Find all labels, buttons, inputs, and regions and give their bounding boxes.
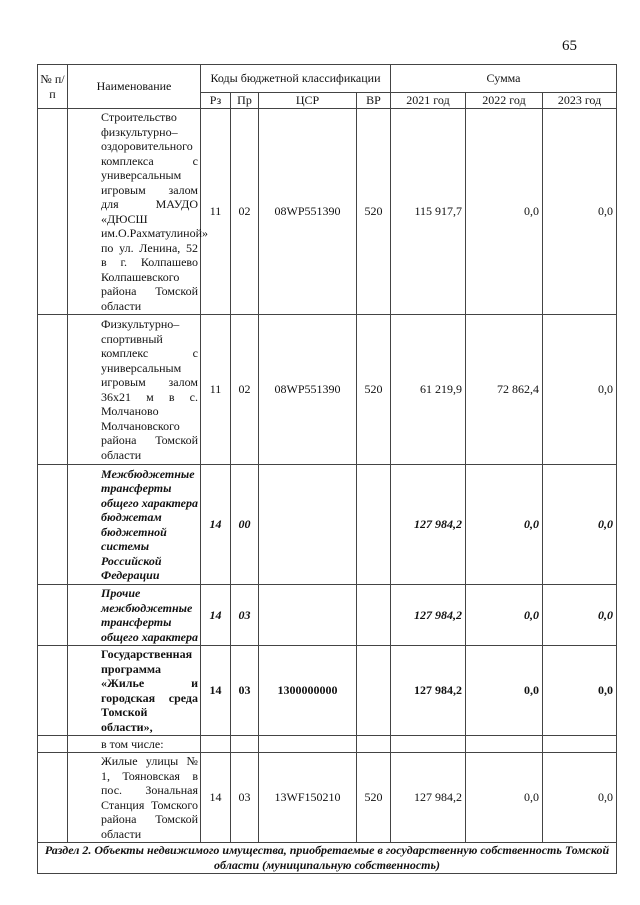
row-vr [357,585,391,646]
table-row [38,646,617,736]
row-csr: 1300000000 [259,646,357,736]
row-rz: 11 [201,315,231,465]
row-sum-2021: 115 917,7 [391,109,466,315]
row-name: Жилые улицы № 1, Тояновская в пос. Зональная Станция Томского района Томской области [68,753,201,843]
row-rz: 11 [201,109,231,315]
row-rz: 14 [201,465,231,585]
row-vr [357,646,391,736]
section-row [38,843,617,874]
row-pr: 00 [231,465,259,585]
header-vr: ВР [357,93,391,109]
row-vr: 520 [357,753,391,843]
row-rz: 14 [201,585,231,646]
header-sum: Сумма [391,65,617,93]
row-pr: 03 [231,585,259,646]
header-2023: 2023 год [543,93,617,109]
row-sum-2022: 0,0 [466,646,543,736]
header-rz: Рз [201,93,231,109]
row-sum-2022: 0,0 [466,109,543,315]
header-name: Наименование [68,65,201,109]
header-2022: 2022 год [466,93,543,109]
row-sum-2022: 0,0 [466,753,543,843]
row-sum-2022: 0,0 [466,465,543,585]
row-vr: 520 [357,315,391,465]
row-name: Физкультурно–спортивный комплекс с универсальным игровым залом 36х21 м в с. Молчаново Молчановского района Томской области [68,315,201,465]
table-row [38,585,617,646]
header-2021: 2021 год [391,93,466,109]
row-sum-2022: 72 862,4 [466,315,543,465]
budget-table [37,64,617,874]
row-sum-2023: 0,0 [543,753,617,843]
row-sum-2022: 0,0 [466,585,543,646]
row-vr [357,465,391,585]
row-name: Строительство физкультурно–оздоровительного комплекса с универсальным игровым залом для МАУДО «ДЮСШ им.О.Рахматулиной» по ул. Ленина, 52 в г. Колпашево Колпашевского района Томской области [68,109,201,315]
table-row [38,315,617,465]
row-csr [259,585,357,646]
table-row [38,753,617,843]
row-sum-2021: 127 984,2 [391,585,466,646]
row-csr: 13WF150210 [259,753,357,843]
header-csr: ЦСР [259,93,357,109]
row-rz: 14 [201,646,231,736]
row-pr: 03 [231,753,259,843]
row-sum-2021: 127 984,2 [391,646,466,736]
row-pr: 02 [231,315,259,465]
row-sum-2023: 0,0 [543,465,617,585]
page-number: 65 [562,38,577,54]
row-sum-2023: 0,0 [543,646,617,736]
table-row [38,465,617,585]
row-name: Государственная программа «Жилье и городская среда Томской области», [68,646,201,736]
row-pr: 02 [231,109,259,315]
header-pr: Пр [231,93,259,109]
row-csr [259,465,357,585]
row-sum-2023: 0,0 [543,315,617,465]
row-sum-2021: 127 984,2 [391,465,466,585]
section-title: Раздел 2. Объекты недвижимого имущества, приобретаемые в государственную собственность Томской области (муниципальную собственность) [38,843,617,874]
row-sum-2021: 61 219,9 [391,315,466,465]
row-pr: 03 [231,646,259,736]
row-sum-2023: 0,0 [543,109,617,315]
row-name: Межбюджетные трансферты общего характера бюджетам бюджетной системы Российской Федерации [68,465,201,585]
header-codes: Коды бюджетной классификации [201,65,391,93]
row-csr: 08WP551390 [259,315,357,465]
header-num: № п/п [38,65,68,109]
row-csr: 08WP551390 [259,109,357,315]
row-vr: 520 [357,109,391,315]
table-row [38,109,617,315]
header-row-top [38,65,617,93]
row-rz: 14 [201,753,231,843]
row-name: в том числе: [68,736,201,753]
row-sum-2021: 127 984,2 [391,753,466,843]
row-sum-2023: 0,0 [543,585,617,646]
table-row [38,736,617,753]
row-name: Прочие межбюджетные трансферты общего характера [68,585,201,646]
